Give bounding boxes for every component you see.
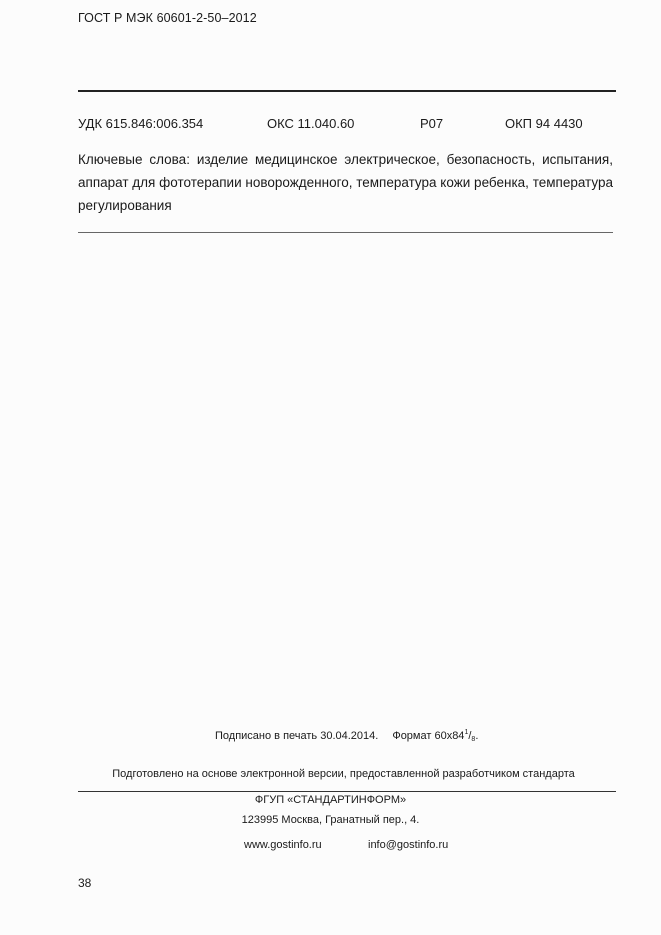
print-signed-line — [215, 729, 478, 743]
top-divider — [78, 90, 616, 92]
keywords-divider — [78, 232, 613, 233]
udk-code: УДК 615.846:006.354 — [78, 116, 204, 131]
publisher-address: 123995 Москва, Гранатный пер., 4. — [241, 814, 420, 826]
r-code: Р07 — [420, 116, 444, 131]
prepared-note — [0, 768, 661, 780]
paper-format: Формат $60х84^1/8$. — [392, 729, 479, 743]
oks-code: ОКС 11.040.60 — [267, 116, 355, 131]
okp-code: ОКП 94 4430 — [505, 116, 583, 131]
imprint-divider — [78, 791, 616, 792]
website-link[interactable]: www.gostinfo.ru — [244, 839, 322, 851]
prepared-text: Подготовлено на основе электронной версии, предоставленной разработчиком стандарта — [112, 768, 575, 780]
keywords-line: Ключевые слова: изделие медицинское электрическое, безопасность, испытания, — [78, 152, 613, 167]
format-numerator: 1 — [464, 729, 469, 736]
format-label: Формат 60х84 — [392, 730, 465, 742]
page-number: 38 — [78, 876, 92, 890]
keywords-paragraph — [78, 148, 613, 217]
keywords-line: регулирования — [78, 198, 172, 213]
email-link[interactable]: info@gostinfo.ru — [368, 839, 449, 851]
publisher-name: ФГУП «СТАНДАРТИНФОРМ» — [254, 794, 407, 806]
format-denominator: 8 — [471, 736, 476, 743]
classification-codes — [78, 116, 616, 132]
standard-header: ГОСТ Р МЭК 60601-2-50–2012 — [78, 11, 257, 25]
format-period: . — [475, 730, 479, 742]
keywords-line: аппарат для фототерапии новорожденного, температура кожи ребенка, температура — [78, 175, 613, 190]
signed-date: Подписано в печать 30.04.2014. — [215, 730, 379, 742]
